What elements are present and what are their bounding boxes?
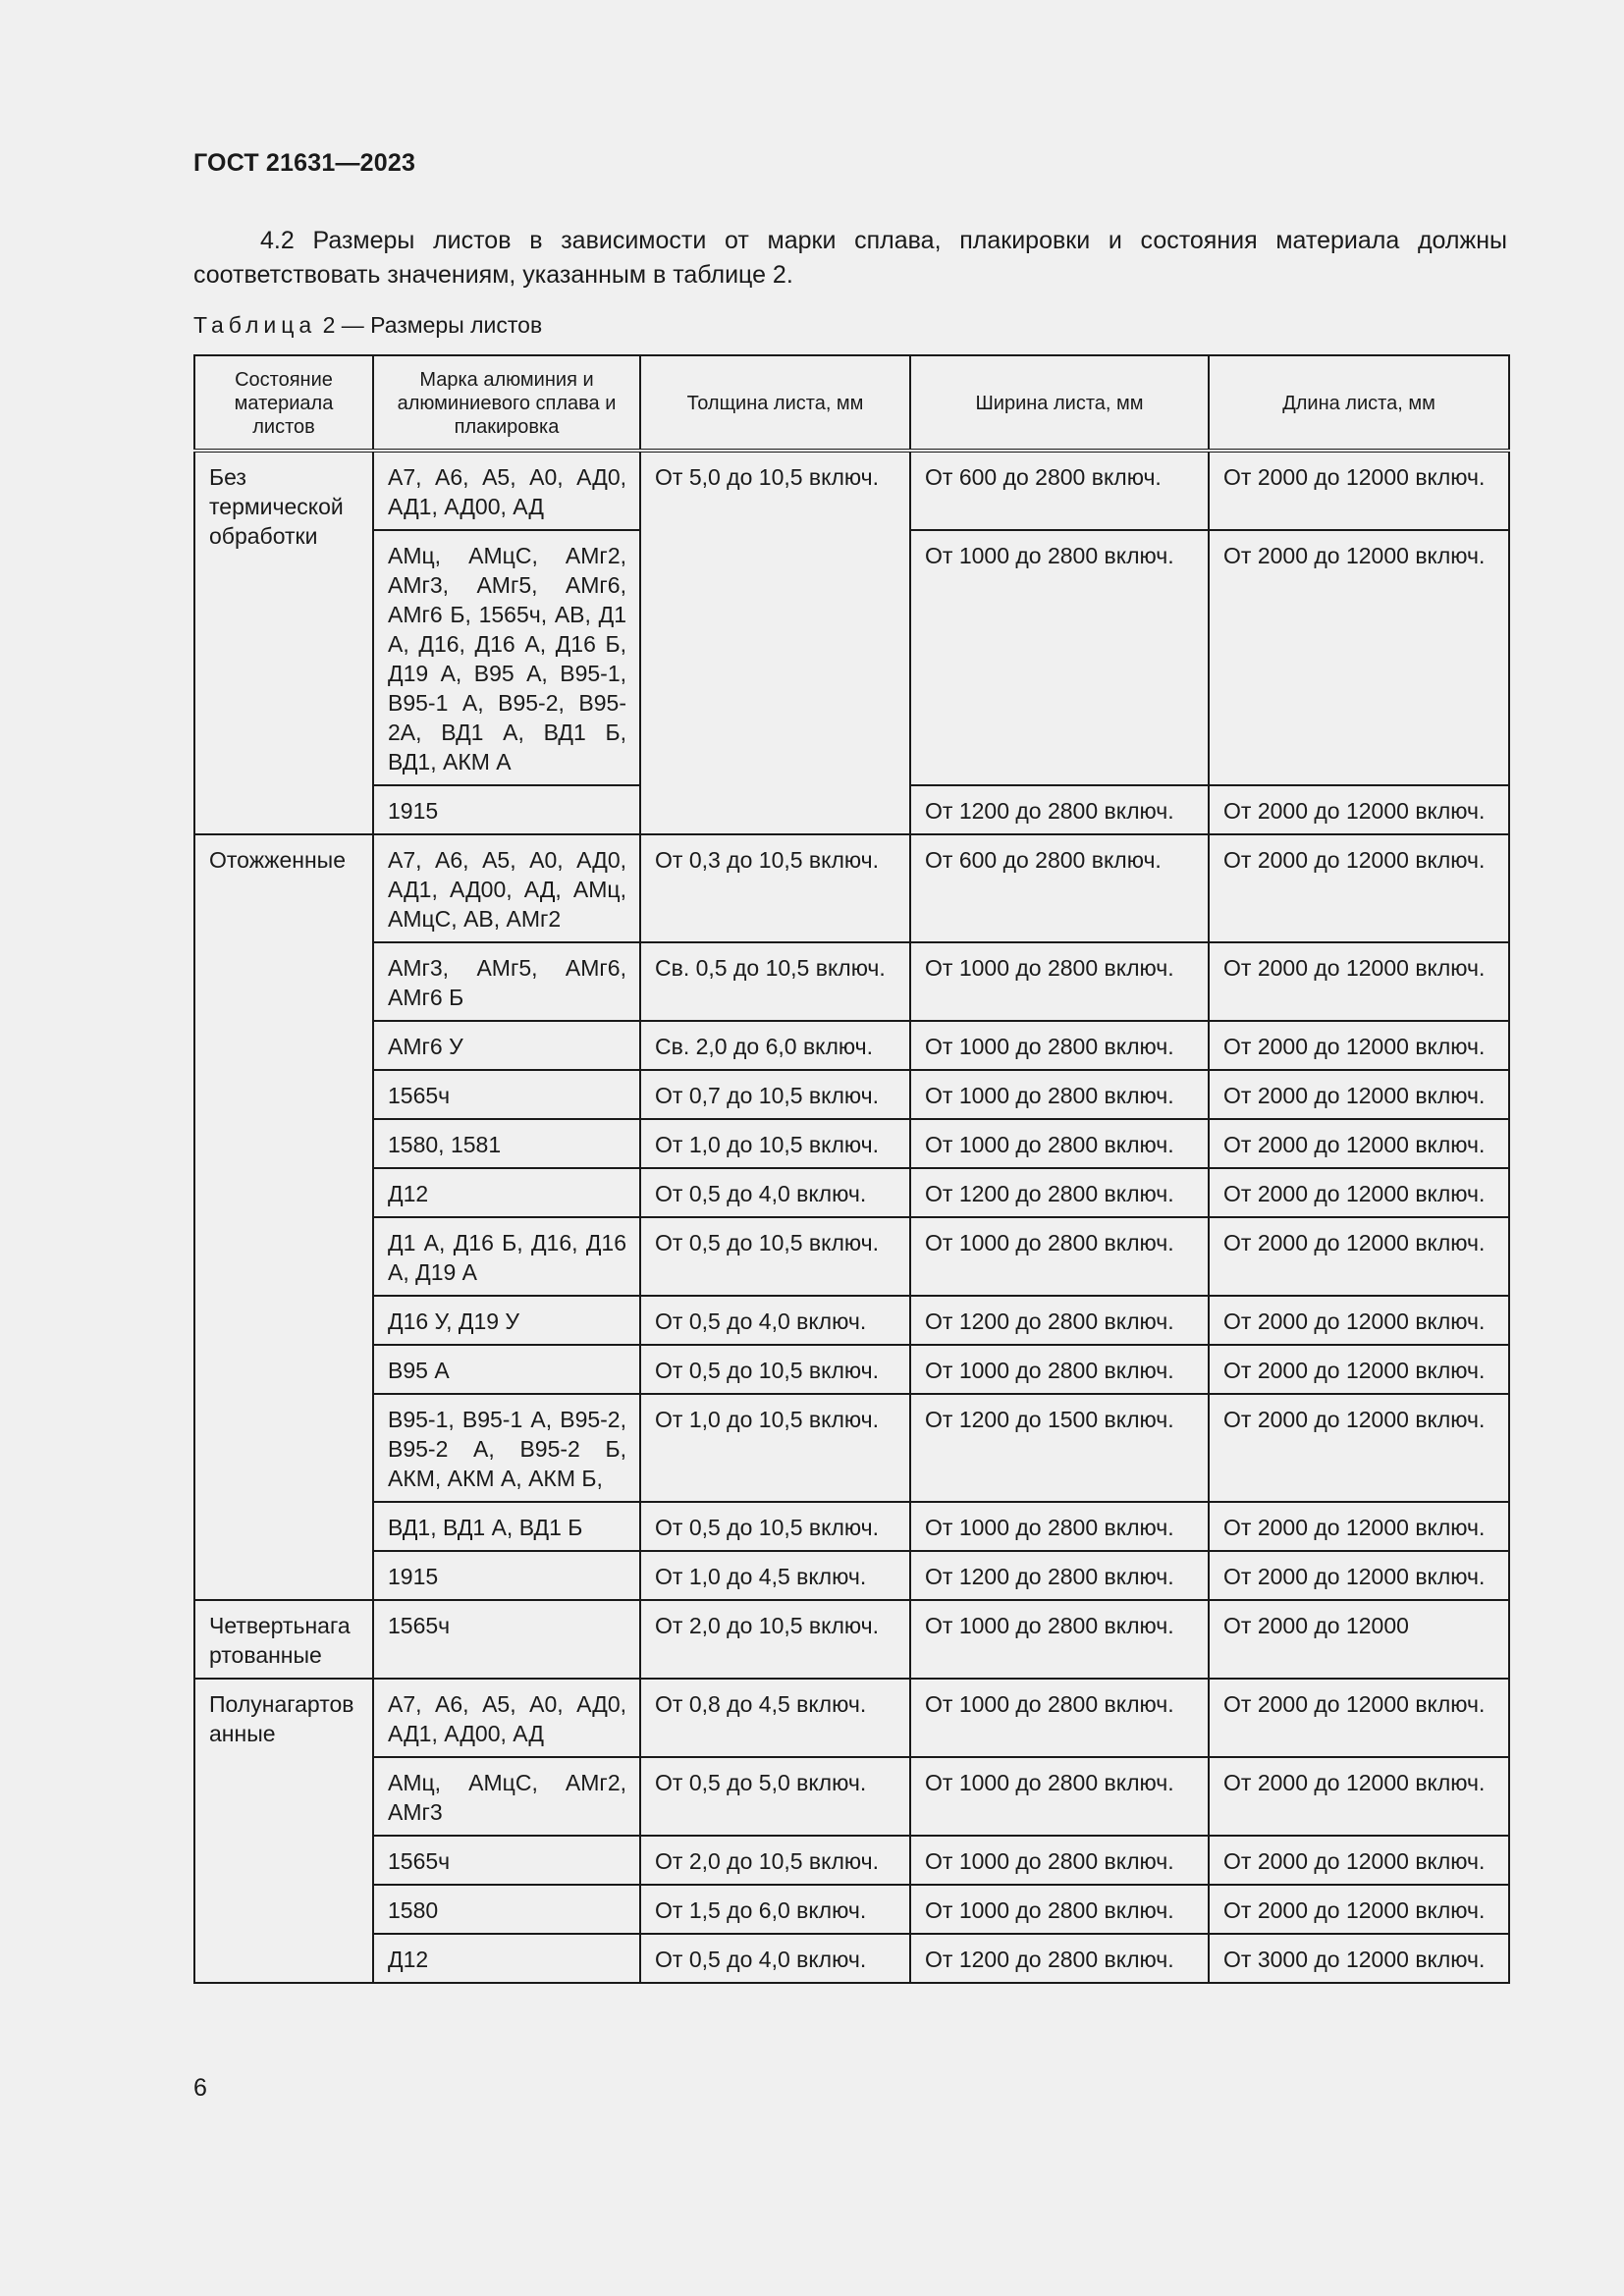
thickness-cell: От 2,0 до 10,5 включ. (640, 1836, 910, 1885)
width-cell: От 1000 до 2800 включ. (910, 1600, 1209, 1679)
width-cell: От 600 до 2800 включ. (910, 451, 1209, 530)
length-cell: От 2000 до 12000 включ. (1209, 834, 1509, 942)
state-cell: Без термической обработки (194, 451, 373, 834)
length-cell: От 2000 до 12000 включ. (1209, 785, 1509, 834)
section-paragraph: 4.2 Размеры листов в зависимости от марки сплава, плакировки и состояния материала должны соответствовать значениям, указанным в таблице 2. (193, 227, 1507, 289)
grade-cell: 1565ч (373, 1070, 640, 1119)
thickness-cell: От 1,0 до 4,5 включ. (640, 1551, 910, 1600)
length-cell: От 2000 до 12000 включ. (1209, 1070, 1509, 1119)
width-cell: От 1000 до 2800 включ. (910, 1885, 1209, 1934)
grade-cell: Д12 (373, 1168, 640, 1217)
length-cell: От 2000 до 12000 включ. (1209, 1296, 1509, 1345)
grade-cell: 1565ч (373, 1836, 640, 1885)
document-code: ГОСТ 21631—2023 (193, 149, 416, 177)
thickness-cell: От 0,3 до 10,5 включ. (640, 834, 910, 942)
table-row (194, 1168, 1509, 1217)
grade-cell: АМц, АМцС, АМг2, АМг3 (373, 1757, 640, 1836)
header-width: Ширина листа, мм (910, 355, 1209, 451)
width-cell: От 600 до 2800 включ. (910, 834, 1209, 942)
grade-cell: А7, А6, А5, А0, АД0, АД1, АД00, АД (373, 1679, 640, 1757)
thickness-cell: От 5,0 до 10,5 включ. (640, 451, 910, 834)
grade-cell: Д12 (373, 1934, 640, 1983)
grade-cell: АМг6 У (373, 1021, 640, 1070)
width-cell: От 1200 до 2800 включ. (910, 1168, 1209, 1217)
grade-cell: В95-1, В95-1 А, В95-2, В95-2 А, В95-2 Б, АКМ, АКМ А, АКМ Б, (373, 1394, 640, 1502)
state-cell (194, 1679, 373, 1983)
thickness-cell: Св. 0,5 до 10,5 включ. (640, 942, 910, 1021)
length-cell: От 2000 до 12000 (1209, 1600, 1509, 1679)
thickness-cell: От 0,5 до 10,5 включ. (640, 1502, 910, 1551)
table-row (194, 451, 1509, 530)
table-caption (193, 312, 542, 339)
grade-cell: В95 А (373, 1345, 640, 1394)
state-cell (194, 1600, 373, 1679)
width-cell: От 1000 до 2800 включ. (910, 1345, 1209, 1394)
width-cell: От 1000 до 2800 включ. (910, 530, 1209, 785)
thickness-cell: От 1,0 до 10,5 включ. (640, 1119, 910, 1168)
thickness-cell: От 1,5 до 6,0 включ. (640, 1885, 910, 1934)
length-cell: От 2000 до 12000 включ. (1209, 530, 1509, 785)
table-row (194, 1021, 1509, 1070)
length-cell: От 2000 до 12000 включ. (1209, 1836, 1509, 1885)
table-caption-label: Таблица (193, 312, 317, 338)
grade-cell: Д1 А, Д16 Б, Д16, Д16 А, Д19 А (373, 1217, 640, 1296)
sizes-table (193, 354, 1510, 1984)
thickness-cell: От 0,5 до 5,0 включ. (640, 1757, 910, 1836)
grade-cell: А7, А6, А5, А0, АД0, АД1, АД00, АД, АМц, АМцС, АВ, АМг2 (373, 834, 640, 942)
grade-cell: 1580, 1581 (373, 1119, 640, 1168)
grade-cell: АМц, АМцС, АМг2, АМг3, АМг5, АМг6, АМг6 Б, 1565ч, АВ, Д1 А, Д16, Д16 А, Д16 Б, Д19 А, В95 А, В95-1, В95-1 А, В95-2, В95-2А, ВД1 А, ВД1 Б, ВД1, АКМ А (373, 530, 640, 785)
state-text: Полунагартованные (209, 1691, 354, 1746)
table-row (194, 1502, 1509, 1551)
thickness-cell: От 1,0 до 10,5 включ. (640, 1394, 910, 1502)
grade-cell: ВД1, ВД1 А, ВД1 Б (373, 1502, 640, 1551)
width-cell: От 1200 до 2800 включ. (910, 785, 1209, 834)
thickness-cell: Св. 2,0 до 6,0 включ. (640, 1021, 910, 1070)
table-row (194, 1885, 1509, 1934)
table-row (194, 1119, 1509, 1168)
width-cell: От 1200 до 2800 включ. (910, 1551, 1209, 1600)
width-cell: От 1200 до 2800 включ. (910, 1296, 1209, 1345)
length-cell: От 2000 до 12000 включ. (1209, 1679, 1509, 1757)
header-length: Длина листа, мм (1209, 355, 1509, 451)
thickness-cell: От 0,7 до 10,5 включ. (640, 1070, 910, 1119)
length-cell: От 3000 до 12000 включ. (1209, 1934, 1509, 1983)
grade-cell: 1915 (373, 785, 640, 834)
length-cell: От 2000 до 12000 включ. (1209, 1345, 1509, 1394)
page-number: 6 (193, 2074, 207, 2102)
table-row (194, 1070, 1509, 1119)
width-cell: От 1200 до 2800 включ. (910, 1934, 1209, 1983)
thickness-cell: От 0,5 до 4,0 включ. (640, 1934, 910, 1983)
grade-cell: АМг3, АМг5, АМг6, АМг6 Б (373, 942, 640, 1021)
length-cell: От 2000 до 12000 включ. (1209, 1021, 1509, 1070)
thickness-cell: От 2,0 до 10,5 включ. (640, 1600, 910, 1679)
width-cell: От 1000 до 2800 включ. (910, 1217, 1209, 1296)
table-row (194, 1551, 1509, 1600)
width-cell: От 1000 до 2800 включ. (910, 942, 1209, 1021)
width-cell: От 1000 до 2800 включ. (910, 1836, 1209, 1885)
grade-cell: 1565ч (373, 1600, 640, 1679)
grade-cell: Д16 У, Д19 У (373, 1296, 640, 1345)
header-state: Состояние материала листов (194, 355, 373, 451)
table-caption-text: 2 — Размеры листов (316, 312, 543, 338)
table-row (194, 1394, 1509, 1502)
width-cell: От 1000 до 2800 включ. (910, 1679, 1209, 1757)
table-row (194, 1757, 1509, 1836)
length-cell: От 2000 до 12000 включ. (1209, 1757, 1509, 1836)
width-cell: От 1000 до 2800 включ. (910, 1021, 1209, 1070)
length-cell: От 2000 до 12000 включ. (1209, 1551, 1509, 1600)
table-header-row (194, 355, 1509, 451)
thickness-cell: От 0,5 до 4,0 включ. (640, 1168, 910, 1217)
table-row (194, 1217, 1509, 1296)
width-cell: От 1000 до 2800 включ. (910, 1757, 1209, 1836)
table-row (194, 1836, 1509, 1885)
table-row (194, 1296, 1509, 1345)
table-row (194, 1679, 1509, 1757)
length-cell: От 2000 до 12000 включ. (1209, 942, 1509, 1021)
state-text: Четвертьнагартованные (209, 1613, 351, 1668)
thickness-cell: От 0,8 до 4,5 включ. (640, 1679, 910, 1757)
length-cell: От 2000 до 12000 включ. (1209, 1217, 1509, 1296)
grade-cell: 1915 (373, 1551, 640, 1600)
width-cell: От 1200 до 1500 включ. (910, 1394, 1209, 1502)
table-row (194, 1600, 1509, 1679)
length-cell: От 2000 до 12000 включ. (1209, 451, 1509, 530)
width-cell: От 1000 до 2800 включ. (910, 1502, 1209, 1551)
thickness-cell: От 0,5 до 4,0 включ. (640, 1296, 910, 1345)
header-grade: Марка алюминия и алюминиевого сплава и плакировка (373, 355, 640, 451)
header-thickness: Толщина листа, мм (640, 355, 910, 451)
length-cell: От 2000 до 12000 включ. (1209, 1885, 1509, 1934)
state-cell: Отожженные (194, 834, 373, 1600)
length-cell: От 2000 до 12000 включ. (1209, 1502, 1509, 1551)
table-row (194, 1934, 1509, 1983)
width-cell: От 1000 до 2800 включ. (910, 1070, 1209, 1119)
length-cell: От 2000 до 12000 включ. (1209, 1394, 1509, 1502)
table-row (194, 1345, 1509, 1394)
table-row (194, 942, 1509, 1021)
thickness-cell: От 0,5 до 10,5 включ. (640, 1345, 910, 1394)
grade-cell: 1580 (373, 1885, 640, 1934)
length-cell: От 2000 до 12000 включ. (1209, 1119, 1509, 1168)
grade-cell: А7, А6, А5, А0, АД0, АД1, АД00, АД (373, 451, 640, 530)
thickness-cell: От 0,5 до 10,5 включ. (640, 1217, 910, 1296)
width-cell: От 1000 до 2800 включ. (910, 1119, 1209, 1168)
length-cell: От 2000 до 12000 включ. (1209, 1168, 1509, 1217)
table-row (194, 834, 1509, 942)
